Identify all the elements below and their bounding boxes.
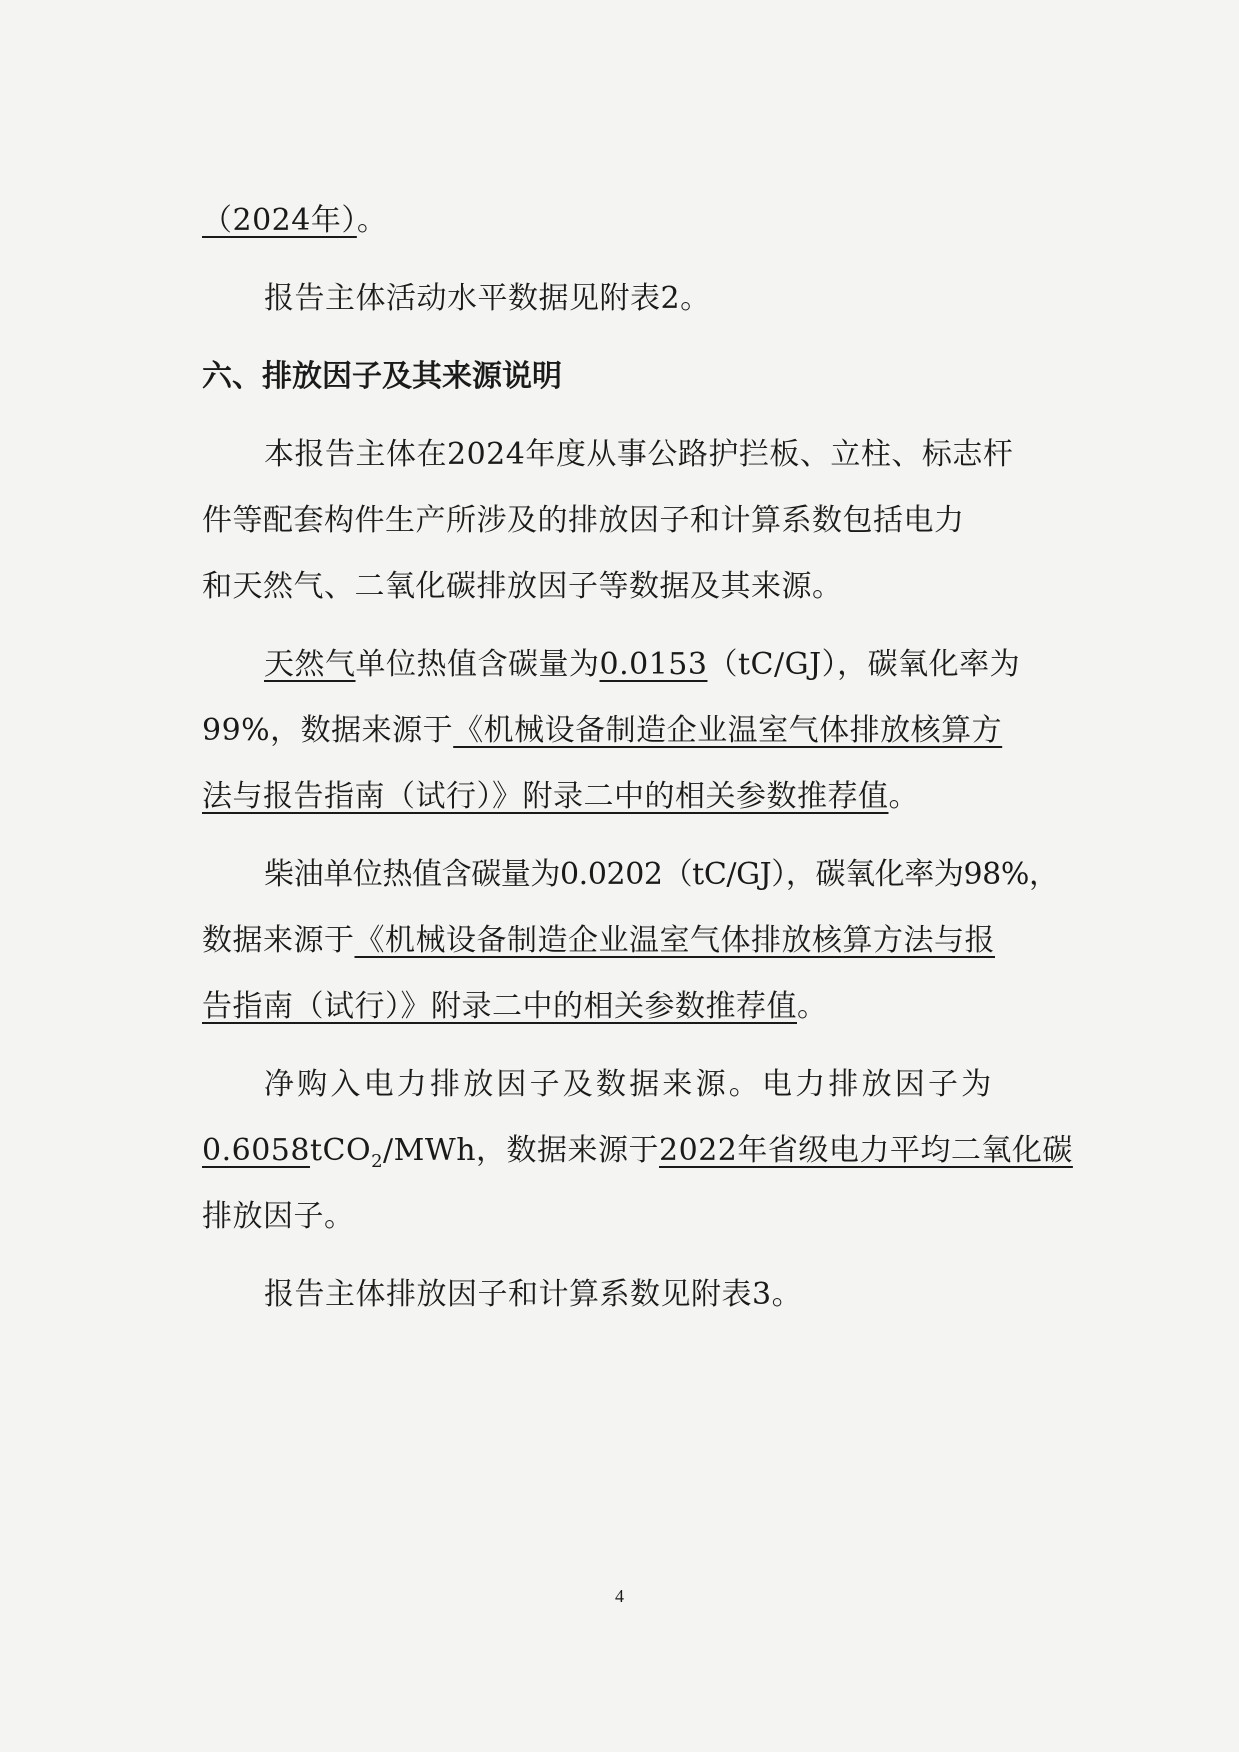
electricity-line-2 [202,1118,1073,1184]
diesel-source-part-1: 《机械设备制造企业温室气体排放核算方法与报 [354,923,995,958]
diesel-line-2-text: 数据来源于 [202,923,355,958]
gas-text-a: 单位热值含碳量为 [355,647,600,682]
year-underlined: （2024年） [202,203,357,238]
electricity-unit-b: /MWh，数据来源于 [383,1133,660,1168]
diesel-line-3 [202,974,1032,1040]
diesel-line-2 [202,908,1032,974]
year-line [202,188,1032,254]
intro-line-3: 和天然气、二氧化碳排放因子等数据及其来源。 [202,569,843,604]
gas-line-2-text: 99%，数据来源于 [202,713,454,748]
paragraph-electricity [202,1052,1073,1250]
electricity-factor-value: 0.6058 [202,1133,310,1168]
diesel-line-1: 柴油单位热值含碳量为0.0202（tC/GJ），碳氧化率为98%， [264,857,1059,892]
gas-line-3-end: 。 [888,779,919,814]
diesel-line-3-end: 。 [797,989,828,1024]
intro-line-1: 本报告主体在2024年度从事公路护拦板、立柱、标志杆 [264,437,1014,472]
paragraph-activity-ref: 报告主体活动水平数据见附表2。 [264,281,711,316]
gas-line-1 [202,632,1032,698]
page-number: 4 [615,1586,624,1606]
gas-source-part-1: 《机械设备制造企业温室气体排放核算方 [453,713,1003,748]
electricity-line-3: 排放因子。 [202,1199,355,1234]
electricity-line-1: 净购入电力排放因子及数据来源。电力排放因子为 [264,1067,995,1102]
year-period: 。 [356,203,388,238]
gas-line-2 [202,698,1032,764]
gas-line-3 [202,764,1032,830]
gas-carbon-value: 0.0153 [599,647,708,682]
paragraph-intro [202,422,1032,620]
section-heading: 六、排放因子及其来源说明 [202,359,562,394]
electricity-unit-subscript: 2 [371,1151,384,1172]
paragraph-natural-gas [202,632,1032,830]
page-content [202,188,1073,1328]
gas-text-b: （tC/GJ），碳氧化率为 [707,647,1021,682]
electricity-unit-a: tCO [309,1133,372,1168]
diesel-source-part-2: 告指南（试行）》附录二中的相关参数推荐值 [202,989,797,1024]
intro-line-2: 件等配套构件生产所涉及的排放因子和计算系数包括电力 [202,503,965,538]
gas-source-part-2: 法与报告指南（试行）》附录二中的相关参数推荐值 [202,779,889,814]
paragraph-factor-ref: 报告主体排放因子和计算系数见附表3。 [264,1277,803,1312]
gas-label: 天然气 [264,647,356,682]
paragraph-diesel [202,842,1059,1040]
electricity-source: 2022年省级电力平均二氧化碳 [659,1133,1073,1168]
